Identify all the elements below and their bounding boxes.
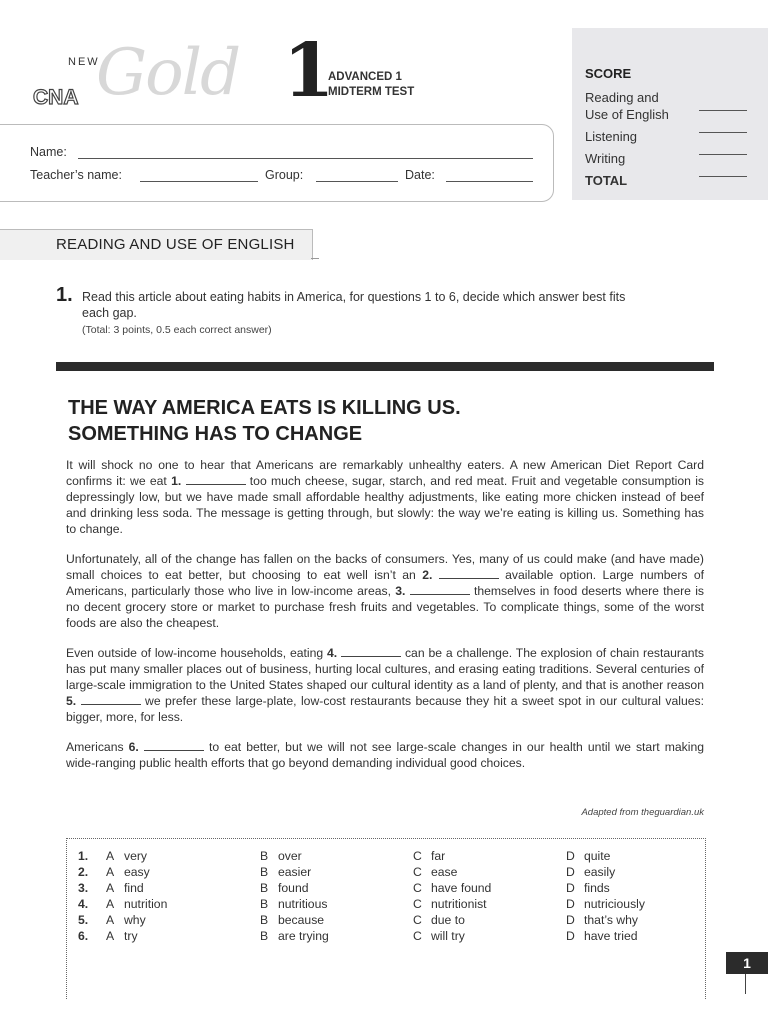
option-c-text[interactable]: will try [431, 929, 465, 943]
test-title [328, 70, 414, 100]
option-c-text[interactable]: nutritionist [431, 897, 487, 911]
answer-number: 1. [78, 849, 89, 863]
score-field-reading[interactable] [699, 110, 747, 111]
score-field-writing[interactable] [699, 154, 747, 155]
question-number: 1. [56, 284, 73, 306]
gap-number-6: 6. [128, 740, 139, 754]
option-a-text[interactable]: easy [124, 865, 150, 879]
logo-gold-text: Gold [96, 36, 240, 110]
paragraph-text: can be a challenge. The explosion of chain restaurants has put many smaller places out of business, hurting local cultures, and erasing eating traditions. Several centuries of large-scale immigration to the United States shaped our cultural identity as a land of plenty, and that is another reason [66, 646, 704, 692]
instruction-line-1: Read this article about eating habits in America, for questions 1 to 6, decide which answer best fits [82, 290, 626, 304]
paragraph-text: Unfortunately, all of the change has fallen on the backs of consumers. Yes, many of us could make (and have made) small choices to eat better, but choosing to eat well isn’t an [66, 552, 704, 582]
gap-blank-2[interactable] [439, 568, 499, 579]
score-row-writing: Writing [585, 151, 626, 166]
option-letter-d: D [566, 881, 575, 895]
score-row-use-of-english: Use of English [585, 107, 669, 122]
logo-level-number: 1 [283, 28, 335, 114]
group-label: Group: [265, 168, 304, 182]
teacher-name-label: Teacher’s name: [30, 168, 122, 182]
option-letter-a: A [106, 897, 115, 911]
answer-row-2 [78, 865, 698, 881]
paragraph-text: themselves in food deserts where there is no decent grocery store or market to purchase fresh fruits and vegetables. To complicate things, some of the worst foods are also the cheapest. [66, 584, 704, 630]
group-field[interactable] [316, 169, 398, 182]
article-title-line-1: THE WAY AMERICA EATS IS KILLING US. [68, 397, 461, 419]
question-instruction [82, 289, 722, 321]
answer-row-3 [78, 881, 698, 897]
answer-row-6 [78, 929, 698, 945]
article-title-line-2: SOMETHING HAS TO CHANGE [68, 423, 363, 445]
gap-number-2: 2. [422, 568, 433, 582]
paragraph-text: available option. Large numbers of Americans, particularly those who live in low-income areas, [66, 568, 705, 598]
option-d-text[interactable]: that’s why [584, 913, 638, 927]
teacher-name-field[interactable] [140, 169, 258, 182]
option-letter-d: D [566, 913, 575, 927]
gap-number-1: 1. [171, 474, 182, 488]
page-number-tick [745, 974, 746, 994]
logo-cna-text: CNA [33, 86, 79, 109]
article-paragraph-3 [66, 645, 704, 725]
paragraph-text: to eat better, but we will not see large-scale changes in our health until we start making wide-ranging public health efforts that go beyond demanding individual good choices. [66, 740, 705, 770]
option-letter-b: B [260, 849, 269, 863]
option-letter-c: C [413, 881, 422, 895]
answer-row-4 [78, 897, 698, 913]
answer-number: 6. [78, 929, 89, 943]
option-letter-b: B [260, 865, 269, 879]
article-paragraph-2 [66, 551, 704, 631]
test-type: MIDTERM TEST [328, 86, 415, 98]
option-b-text[interactable]: found [278, 881, 309, 895]
article-paragraph-1 [66, 457, 704, 537]
option-letter-a: A [106, 881, 115, 895]
option-letter-d: D [566, 849, 575, 863]
option-letter-a: A [106, 849, 115, 863]
test-level: ADVANCED 1 [328, 71, 402, 83]
score-row-listening: Listening [585, 129, 638, 144]
gap-number-5: 5. [66, 694, 77, 708]
question-total: (Total: 3 points, 0.5 each correct answer) [82, 324, 272, 336]
option-letter-b: B [260, 881, 269, 895]
option-d-text[interactable]: have tried [584, 929, 638, 943]
option-letter-c: C [413, 865, 422, 879]
answer-number: 3. [78, 881, 89, 895]
name-label: Name: [30, 145, 67, 159]
gap-blank-4[interactable] [341, 646, 401, 657]
option-c-text[interactable]: due to [431, 913, 465, 927]
option-a-text[interactable]: very [124, 849, 148, 863]
option-a-text[interactable]: try [124, 929, 138, 943]
option-letter-c: C [413, 897, 422, 911]
student-info-box [0, 124, 554, 202]
option-letter-b: B [260, 913, 269, 927]
option-letter-c: C [413, 929, 422, 943]
answer-number: 4. [78, 897, 89, 911]
section-divider [311, 258, 319, 259]
option-d-text[interactable]: finds [584, 881, 610, 895]
gap-number-3: 3. [395, 584, 406, 598]
score-field-total[interactable] [699, 176, 747, 177]
date-field[interactable] [446, 169, 533, 182]
option-d-text[interactable]: nutriciously [584, 897, 645, 911]
score-row-total: TOTAL [585, 173, 628, 188]
answer-number: 5. [78, 913, 89, 927]
name-field[interactable] [78, 146, 533, 159]
gap-number-4: 4. [327, 646, 338, 660]
date-label: Date: [405, 168, 435, 182]
option-c-text[interactable]: have found [431, 881, 492, 895]
paragraph-text: Even outside of low-income households, eating [66, 646, 324, 660]
option-a-text[interactable]: find [124, 881, 144, 895]
answer-number: 2. [78, 865, 89, 879]
gap-blank-1[interactable] [186, 474, 246, 485]
option-letter-d: D [566, 897, 575, 911]
paragraph-text: Americans [66, 740, 124, 754]
page-number: 1 [726, 952, 768, 974]
logo-new-text: NEW [68, 56, 100, 68]
option-a-text[interactable]: why [124, 913, 146, 927]
instruction-line-2: each gap. [82, 306, 137, 320]
gap-blank-3[interactable] [410, 584, 470, 595]
divider-bar [56, 362, 714, 371]
option-letter-c: C [413, 849, 422, 863]
paragraph-text: we prefer these large-plate, low-cost restaurants because they hit a sweet spot in our cultural values: bigger, more, for less. [66, 694, 704, 724]
gap-blank-6[interactable] [144, 740, 204, 751]
option-letter-d: D [566, 865, 575, 879]
section-title: READING AND USE OF ENGLISH [56, 236, 295, 253]
score-row-reading: Reading and [585, 90, 659, 105]
answer-row-5 [78, 913, 698, 929]
option-b-text[interactable]: nutritious [278, 897, 328, 911]
score-title: SCORE [585, 66, 632, 81]
option-b-text[interactable]: over [278, 849, 302, 863]
option-letter-d: D [566, 929, 575, 943]
option-letter-b: B [260, 929, 269, 943]
option-a-text[interactable]: nutrition [124, 897, 168, 911]
paragraph-text: It will shock no one to hear that Americans are remarkably unhealthy eaters. A new American Diet Report Card confirms it: we eat [66, 458, 704, 488]
option-b-text[interactable]: easier [278, 865, 312, 879]
answer-row-1 [78, 849, 698, 865]
gap-blank-5[interactable] [81, 694, 141, 705]
option-d-text[interactable]: easily [584, 865, 616, 879]
score-field-listening[interactable] [699, 132, 747, 133]
option-letter-a: A [106, 865, 115, 879]
article-source: Adapted from theguardian.uk [581, 807, 704, 818]
article-title [68, 395, 461, 447]
paragraph-text: too much cheese, sugar, starch, and red meat. Fruit and vegetable consumption is depressingly low, but we have made small affordable healthy adjustments, like eating more chicken instead of beef and drinking less soda. The message is getting through, but slowly: the way we’re eating is killing us. Something has to change. [66, 474, 704, 536]
option-c-text[interactable]: ease [431, 865, 458, 879]
option-letter-a: A [106, 929, 115, 943]
option-d-text[interactable]: quite [584, 849, 611, 863]
option-b-text[interactable]: are trying [278, 929, 329, 943]
option-b-text[interactable]: because [278, 913, 325, 927]
option-letter-b: B [260, 897, 269, 911]
option-letter-c: C [413, 913, 422, 927]
option-letter-a: A [106, 913, 115, 927]
option-c-text[interactable]: far [431, 849, 446, 863]
article-paragraph-4 [66, 739, 704, 771]
